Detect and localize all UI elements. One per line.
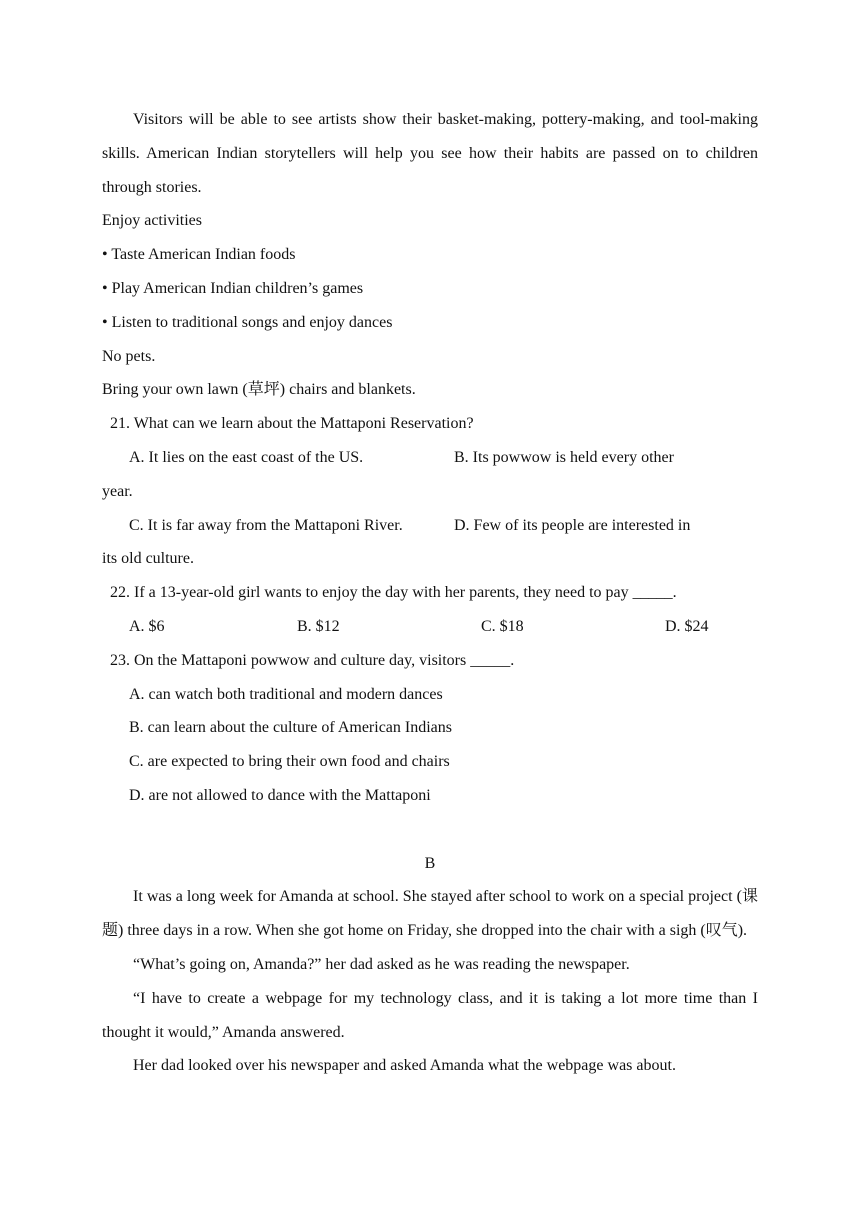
passage-b-paragraph: “What’s going on, Amanda?” her dad asked as he was reading the newspaper. [133,955,630,973]
section-gap [102,813,758,847]
option-21-b-wrap: year. [102,482,133,500]
question-23-stem: 23. On the Mattaponi powwow and culture day, visitors _____. [110,651,515,669]
option-23-c: C. are expected to bring their own food and chairs [129,753,450,771]
option-23-d: D. are not allowed to dance with the Mattaponi [129,786,431,804]
document-page [102,103,758,1083]
question-21-stem: 21. What can we learn about the Mattaponi Reservation? [110,415,474,433]
option-21-d-wrap: its old culture. [102,550,194,568]
question-22-stem: 22. If a 13-year-old girl wants to enjoy the day with her parents, they need to pay _____. [110,584,677,602]
activity-item: • Listen to traditional songs and enjoy dances [102,313,393,331]
option-22-a: A. $6 [129,617,165,635]
option-21-c: C. It is far away from the Mattaponi River. [129,516,403,534]
option-21-a: A. It lies on the east coast of the US. [129,448,364,466]
option-22-b: B. $12 [297,617,340,635]
option-21-b: B. Its powwow is held every other [454,448,674,466]
passage-b-heading: B [424,854,436,872]
passage-b-paragraph: It was a long week for Amanda at school. She stayed after school to work on a special project (课题) three days in a row. When she got home on Friday, she dropped into the chair with a sigh (叹气). [102,888,758,940]
passage-b-paragraph: Her dad looked over his newspaper and asked Amanda what the webpage was about. [133,1057,676,1075]
note-chairs: Bring your own lawn (草坪) chairs and blankets. [102,381,416,399]
passage-b-paragraph: “I have to create a webpage for my technology class, and it is taking a lot more time than I thought it would,” Amanda answered. [102,989,758,1041]
passage-a-paragraph: Visitors will be able to see artists show their basket-making, pottery-making, and tool-making skills. American Indian storytellers will help you see how their habits are passed on to children through stories. [102,111,758,196]
option-21-d: D. Few of its people are interested in [454,516,691,534]
option-22-c: C. $18 [481,617,524,635]
question-21-options-cd [102,509,758,543]
activities-heading: Enjoy activities [102,212,202,230]
option-22-d: D. $24 [665,617,709,635]
activity-item: • Play American Indian children’s games [102,279,364,297]
question-22-options [102,610,758,644]
note-pets: No pets. [102,347,156,365]
option-23-b: B. can learn about the culture of American Indians [129,719,452,737]
question-21-options-ab [102,441,758,475]
option-23-a: A. can watch both traditional and modern dances [129,685,443,703]
activity-item: • Taste American Indian foods [102,246,296,264]
